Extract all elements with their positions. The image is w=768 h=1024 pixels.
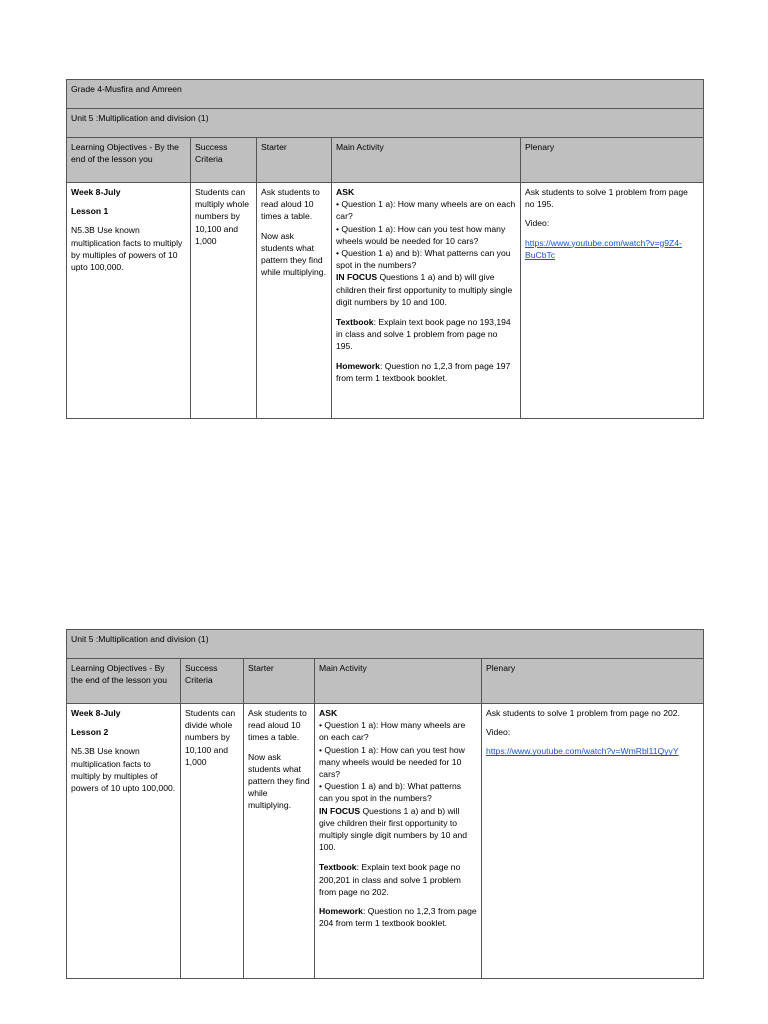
question-2: • Question 1 a): How can you test how many wheels would be needed for 10 cars? — [319, 744, 465, 780]
objectives-cell — [67, 704, 181, 979]
starter-text-2: Now ask students what pattern they find while multiplying. — [261, 230, 326, 278]
starter-text-1: Ask students to read aloud 10 times a table. — [261, 187, 320, 222]
question-1: • Question 1 a): How many wheels are on each car? — [319, 720, 466, 743]
objective-text: N5.3B Use known multiplication facts to multiply by multiples of powers of 10 upto 100,000. — [71, 225, 183, 273]
header-success-criteria: Success Criteria — [181, 659, 244, 704]
spacer — [336, 308, 516, 316]
header-plenary: Plenary — [482, 659, 704, 704]
starter-cell — [244, 704, 315, 979]
textbook-label: Textbook — [336, 317, 374, 328]
header-learning-objectives: Learning Objectives - By the end of the lesson you — [67, 138, 191, 183]
main-activity-cell — [332, 183, 521, 419]
homework — [336, 360, 516, 384]
lesson-plan-table-1 — [66, 79, 704, 419]
plenary-text: Ask students to solve 1 problem from page no 202. — [486, 708, 680, 718]
spacer — [319, 853, 477, 861]
success-criteria-cell — [181, 704, 244, 979]
textbook — [336, 316, 516, 353]
homework — [319, 905, 477, 929]
video-label: Video: — [486, 727, 511, 738]
in-focus-text: Questions 1 a) and b) will give children their first opportunity to multiply single digit numbers by 10 and 100. — [319, 805, 468, 853]
homework-label: Homework — [319, 906, 363, 917]
video-link[interactable]: https://www.youtube.com/watch?v=g9Z4-BuCbTc — [525, 237, 682, 260]
plenary-cell — [482, 704, 704, 979]
lesson-label: Lesson 2 — [71, 727, 109, 738]
video-label: Video: — [525, 218, 550, 229]
starter-cell — [257, 183, 332, 419]
header-starter: Starter — [244, 659, 315, 704]
homework-text: : Question no 1,2,3 from page 204 from term 1 textbook booklet. — [319, 906, 477, 929]
in-focus-text: Questions 1 a) and b) will give children their first opportunity to multiply single digit numbers by 10 and 100. — [336, 272, 513, 307]
header-learning-objectives: Learning Objectives - By the end of the lesson you — [67, 659, 181, 704]
unit-title: Unit 5 :Multiplication and division (1) — [67, 109, 704, 138]
in-focus — [319, 805, 477, 854]
video-link[interactable]: https://www.youtube.com/watch?v=WmRbl11QyyY — [486, 746, 679, 757]
textbook-text: : Explain text book page no 200,201 in class and solve 1 problem from page no 202. — [319, 862, 461, 897]
week-label: Week 8-July — [71, 708, 121, 718]
ask-heading: ASK — [336, 187, 355, 197]
main-activity-cell — [315, 704, 482, 979]
success-criteria-cell — [191, 183, 257, 419]
header-success-criteria: Success Criteria — [191, 138, 257, 183]
header-main-activity: Main Activity — [332, 138, 521, 183]
objectives-cell — [67, 183, 191, 419]
plenary-text: Ask students to solve 1 problem from page no 195. — [525, 187, 688, 210]
week-label: Week 8-July — [71, 187, 121, 197]
homework-text: : Question no 1,2,3 from page 197 from term 1 textbook booklet. — [336, 360, 511, 383]
header-main-activity: Main Activity — [315, 659, 482, 704]
objective-text: N5.3B Use known multiplication facts to multiply by multiples of powers of 10 upto 100,000. — [71, 746, 176, 794]
question-3: • Question 1 a) and b): What patterns can you spot in the numbers? — [319, 781, 462, 804]
grade-title: Grade 4-Musfira and Amreen — [67, 80, 704, 109]
header-plenary: Plenary — [521, 138, 704, 183]
lesson-plan-table-2 — [66, 629, 704, 979]
in-focus-label: IN FOCUS — [336, 272, 378, 283]
in-focus-label: IN FOCUS — [319, 805, 361, 816]
starter-text-1: Ask students to read aloud 10 times a table. — [248, 708, 307, 743]
in-focus — [336, 271, 516, 308]
lesson-label: Lesson 1 — [71, 206, 109, 217]
plenary-cell — [521, 183, 704, 419]
starter-text-2: Now ask students what pattern they find while multiplying. — [248, 751, 310, 811]
question-3: • Question 1 a) and b): What patterns can you spot in the numbers? — [336, 248, 511, 271]
textbook-label: Textbook — [319, 862, 357, 873]
success-criteria-text: Students can multiply whole numbers by 10,100 and 1,000 — [195, 187, 249, 246]
homework-label: Homework — [336, 360, 380, 371]
unit-title: Unit 5 :Multiplication and division (1) — [67, 630, 704, 659]
header-starter: Starter — [257, 138, 332, 183]
question-2: • Question 1 a): How can you test how many wheels would be needed for 10 cars? — [336, 223, 506, 246]
question-1: • Question 1 a): How many wheels are on each car? — [336, 199, 516, 222]
ask-heading: ASK — [319, 708, 338, 718]
textbook-text: : Explain text book page no 193,194 in class and solve 1 problem from page no 195. — [336, 317, 511, 352]
textbook — [319, 861, 477, 898]
success-criteria-text: Students can divide whole numbers by 10,100 and 1,000 — [185, 708, 236, 767]
